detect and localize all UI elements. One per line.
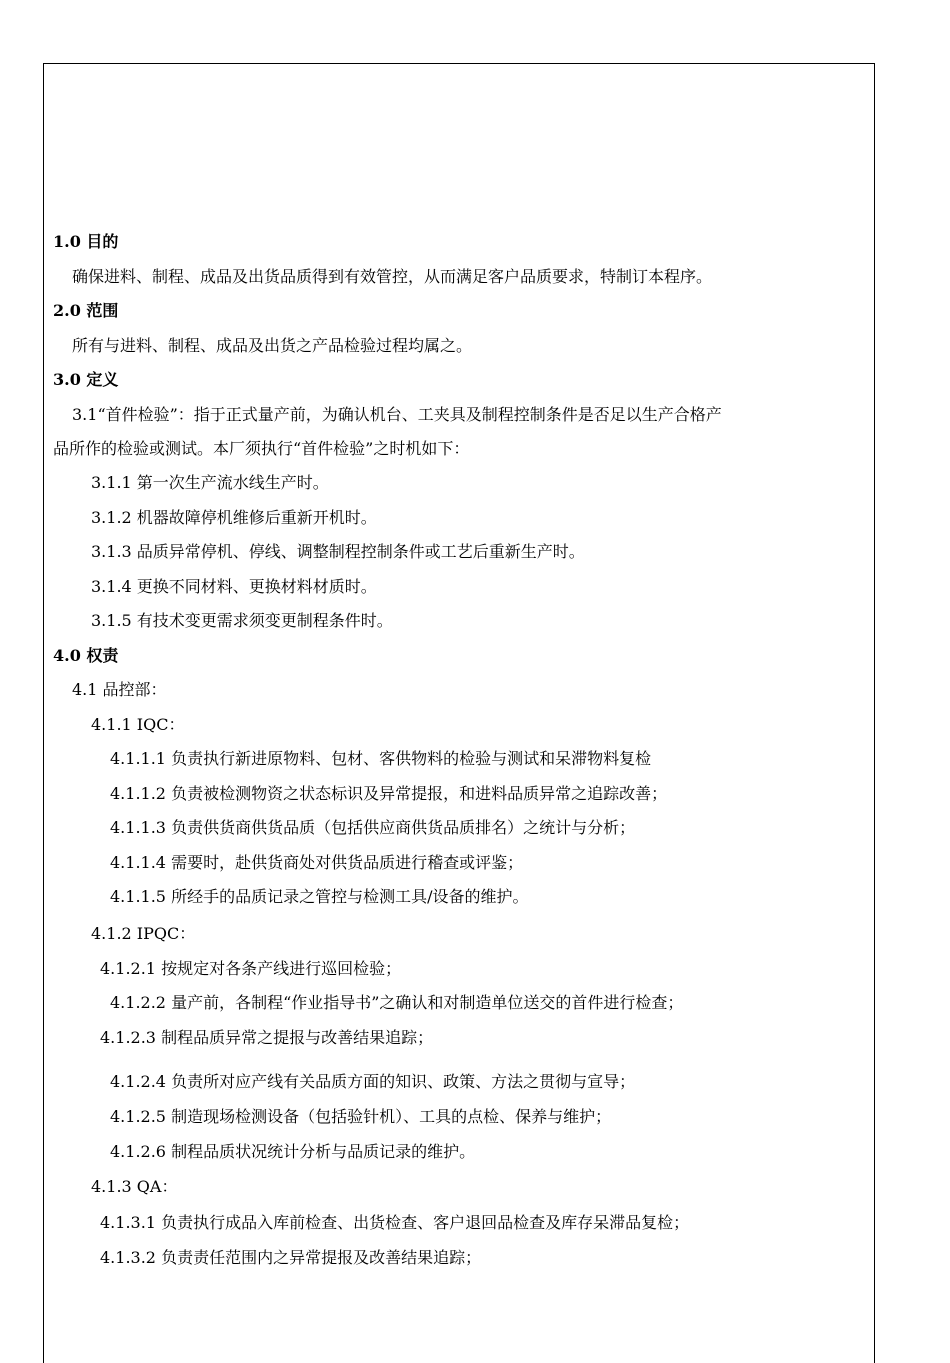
responsibility-4-1: 4.1 品控部： — [72, 680, 167, 699]
responsibility-4-1-2-4: 4.1.2.4 负责所对应产线有关品质方面的知识、政策、方法之贯彻与宣导； — [110, 1072, 636, 1091]
responsibility-4-1-1-2: 4.1.1.2 负责被检测物资之状态标识及异常提报，和进料品质异常之追踪改善； — [110, 784, 668, 803]
responsibility-4-1-1: 4.1.1 IQC： — [91, 715, 185, 734]
responsibility-4-1-2: 4.1.2 IPQC： — [91, 924, 196, 943]
responsibility-4-1-2-6: 4.1.2.6 制程品质状况统计分析与品质记录的维护。 — [110, 1142, 476, 1161]
document-frame — [43, 63, 875, 1363]
responsibility-4-1-2-5: 4.1.2.5 制造现场检测设备（包括验针机）、工具的点检、保养与维护； — [110, 1107, 612, 1126]
definition-3-1-3: 3.1.3 品质异常停机、停线、调整制程控制条件或工艺后重新生产时。 — [91, 542, 585, 561]
definition-3-1-2: 3.1.2 机器故障停机维修后重新开机时。 — [91, 508, 377, 527]
definition-3-1-5: 3.1.5 有技术变更需求须变更制程条件时。 — [91, 611, 393, 630]
definition-3-1-1: 3.1.1 第一次生产流水线生产时。 — [91, 473, 329, 492]
responsibility-4-1-2-2: 4.1.2.2 量产前，各制程“作业指导书”之确认和对制造单位送交的首件进行检查； — [110, 993, 684, 1012]
responsibility-4-1-3-2: 4.1.3.2 负责责任范围内之异常提报及改善结果追踪； — [100, 1248, 482, 1267]
section-4-title: 4.0 权责 — [53, 646, 119, 665]
responsibility-4-1-1-5: 4.1.1.5 所经手的品质记录之管控与检测工具/设备的维护。 — [110, 887, 529, 906]
definition-3-1-line2: 品所作的检验或测试。本厂须执行“首件检验”之时机如下： — [53, 439, 470, 458]
responsibility-4-1-3-1: 4.1.3.1 负责执行成品入库前检查、出货检查、客户退回品检查及库存呆滞品复检； — [100, 1213, 690, 1232]
responsibility-4-1-1-1: 4.1.1.1 负责执行新进原物料、包材、客供物料的检验与测试和呆滞物料复检 — [110, 749, 652, 768]
section-3-title: 3.0 定义 — [53, 370, 119, 389]
section-1-body: 确保进料、制程、成品及出货品质得到有效管控，从而满足客户品质要求，特制订本程序。 — [72, 267, 713, 286]
responsibility-4-1-2-3: 4.1.2.3 制程品质异常之提报与改善结果追踪； — [100, 1028, 434, 1047]
responsibility-4-1-2-1: 4.1.2.1 按规定对各条产线进行巡回检验； — [100, 959, 402, 978]
responsibility-4-1-3: 4.1.3 QA： — [91, 1177, 178, 1196]
definition-3-1-4: 3.1.4 更换不同材料、更换材料材质时。 — [91, 577, 377, 596]
responsibility-4-1-1-4: 4.1.1.4 需要时，赴供货商处对供货品质进行稽查或评鉴； — [110, 853, 524, 872]
responsibility-4-1-1-3: 4.1.1.3 负责供货商供货品质（包括供应商供货品质排名）之统计与分析； — [110, 818, 636, 837]
section-2-title: 2.0 范围 — [53, 301, 119, 320]
section-1-title: 1.0 目的 — [53, 232, 119, 251]
definition-3-1-line1: 3.1“首件检验”：指于正式量产前，为确认机台、工夹具及制程控制条件是否足以生产合格产 — [72, 405, 722, 424]
section-2-body: 所有与进料、制程、成品及出货之产品检验过程均属之。 — [72, 336, 473, 355]
